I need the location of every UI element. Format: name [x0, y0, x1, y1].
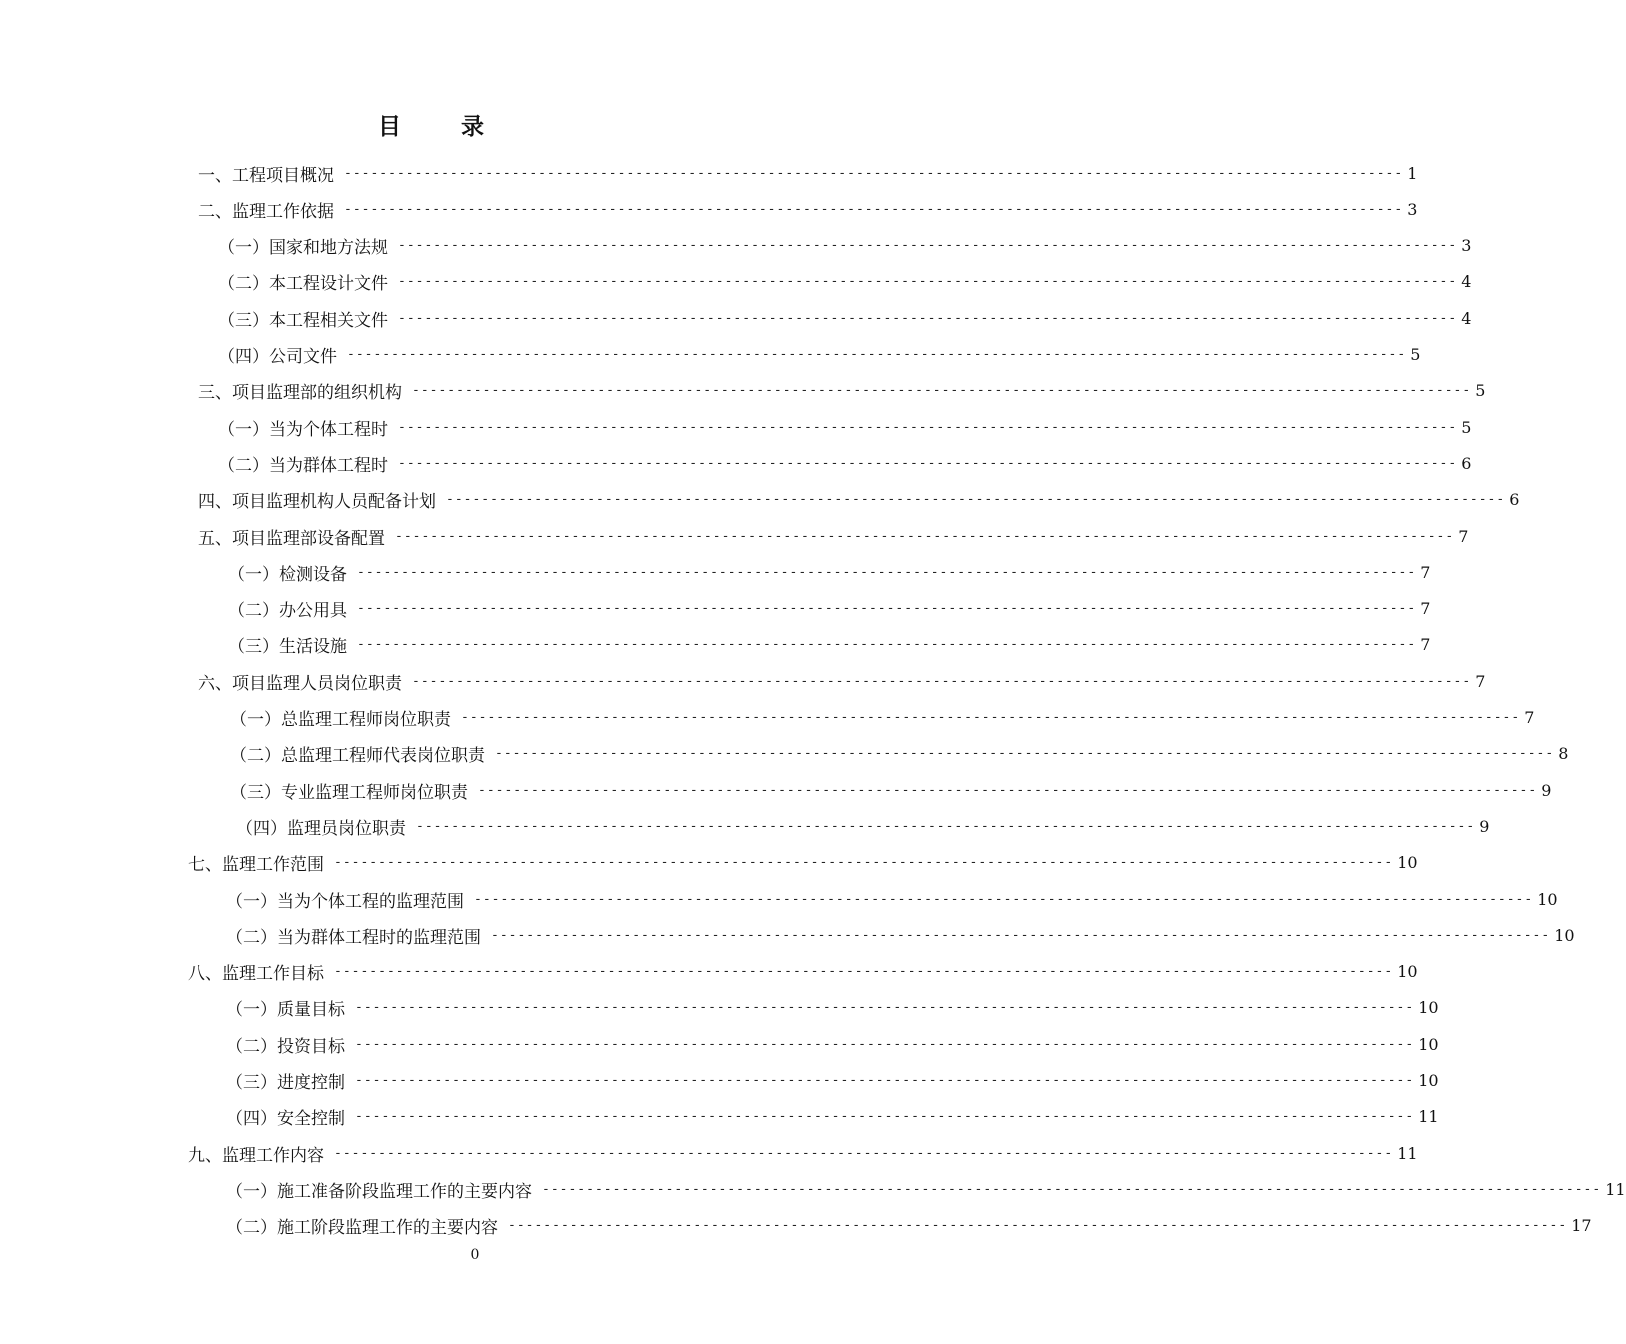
- toc-entry-page: 7: [1524, 708, 1535, 727]
- toc-entry-page: 7: [1420, 562, 1431, 582]
- toc-entry-label: （一）国家和地方法规: [218, 238, 388, 259]
- toc-entry-label: （一）施工准备阶段监理工作的主要内容: [226, 1181, 532, 1202]
- toc-leader-dashes: ------------------------------------------------------------------------------------------------------------------------: [357, 601, 1417, 617]
- toc-entry[interactable]: [218, 265, 1472, 299]
- toc-entry-page: 5: [1461, 417, 1472, 437]
- toc-leader-dashes: ------------------------------------------------------------------------------------------------------------------------: [355, 1036, 1415, 1052]
- toc-entry[interactable]: [188, 1136, 1418, 1170]
- toc-leader-dashes: ------------------------------------------------------------------------------------------------------------------------: [395, 528, 1455, 544]
- toc-entry[interactable]: [226, 1027, 1439, 1061]
- toc-entry[interactable]: [218, 301, 1472, 335]
- toc-entry-label: （一）当为个体工程时: [218, 419, 388, 440]
- toc-leader-dashes: ------------------------------------------------------------------------------------------------------------------------: [412, 383, 1472, 399]
- toc-entry-page: 11: [1605, 1179, 1626, 1199]
- toc-entry[interactable]: [236, 809, 1490, 843]
- toc-entry[interactable]: [198, 374, 1486, 408]
- toc-entry-page: 6: [1509, 490, 1520, 510]
- toc-entry-label: （四）公司文件: [218, 347, 337, 367]
- toc-entry[interactable]: [218, 446, 1472, 480]
- toc-leader-dashes: ------------------------------------------------------------------------------------------------------------------------: [474, 891, 1534, 907]
- toc-entry-label: （一）质量目标: [226, 1000, 345, 1021]
- toc-entry-page: 3: [1461, 236, 1472, 256]
- toc-entry-label: （三）生活设施: [228, 637, 347, 658]
- toc-entry-label: （四）安全控制: [226, 1109, 345, 1130]
- toc-entry-label: （一）检测设备: [228, 564, 347, 585]
- toc-entry-page: 10: [1397, 853, 1418, 873]
- toc-entry-label: （二）总监理工程师代表岗位职责: [230, 746, 485, 767]
- toc-entry-page: 10: [1418, 998, 1439, 1018]
- toc-entry[interactable]: [188, 955, 1418, 989]
- toc-entry-page: 11: [1418, 1107, 1439, 1127]
- toc-entry-label: 六、项目监理人员岗位职责: [198, 673, 402, 694]
- toc-leader-dashes: ------------------------------------------------------------------------------------------------------------------------: [357, 564, 1417, 580]
- toc-leader-dashes: ------------------------------------------------------------------------------------------------------------------------: [542, 1181, 1602, 1197]
- toc-leader-dashes: ------------------------------------------------------------------------------------------------------------------------: [344, 201, 1404, 217]
- toc-entry-page: 8: [1558, 744, 1569, 764]
- toc-leader-dashes: ------------------------------------------------------------------------------------------------------------------------: [398, 455, 1458, 471]
- toc-entry[interactable]: [226, 918, 1575, 952]
- toc-leader-dashes: ------------------------------------------------------------------------------------------------------------------------: [355, 1000, 1415, 1016]
- toc-entry-page: 4: [1461, 308, 1472, 328]
- toc-entry[interactable]: [226, 1100, 1439, 1134]
- toc-entry-label: 八、监理工作目标: [188, 964, 324, 985]
- toc-entry-label: （四）监理员岗位职责: [236, 818, 406, 839]
- toc-entry[interactable]: [226, 1209, 1592, 1243]
- toc-leader-dashes: ------------------------------------------------------------------------------------------------------------------------: [412, 673, 1472, 689]
- toc-entry-page: 7: [1475, 671, 1486, 691]
- toc-leader-dashes: ------------------------------------------------------------------------------------------------------------------------: [398, 238, 1458, 254]
- toc-entry-page: 4: [1461, 272, 1472, 292]
- title-char-1: 目: [378, 114, 403, 140]
- toc-entry-label: 四、项目监理机构人员配备计划: [198, 492, 436, 513]
- toc-entry[interactable]: [218, 229, 1472, 263]
- toc-entry-page: 10: [1418, 1071, 1439, 1090]
- toc-entry[interactable]: [198, 519, 1469, 553]
- toc-entry-label: （二）当为群体工程时的监理范围: [226, 927, 481, 948]
- toc-entry-page: 5: [1410, 345, 1421, 364]
- toc-entry-page: 7: [1420, 599, 1431, 619]
- toc-leader-dashes: ------------------------------------------------------------------------------------------------------------------------: [398, 274, 1458, 290]
- toc-entry-label: （二）施工阶段监理工作的主要内容: [226, 1218, 498, 1239]
- toc-leader-dashes: ------------------------------------------------------------------------------------------------------------------------: [355, 1073, 1415, 1088]
- toc-entry[interactable]: [230, 701, 1535, 735]
- toc-entry-label: 七、监理工作范围: [188, 855, 324, 876]
- toc-entry[interactable]: [198, 156, 1418, 190]
- toc-leader-dashes: ------------------------------------------------------------------------------------------------------------------------: [347, 347, 1407, 362]
- toc-leader-dashes: ------------------------------------------------------------------------------------------------------------------------: [508, 1218, 1568, 1234]
- toc-entry-label: 三、项目监理部的组织机构: [198, 383, 402, 404]
- toc-entry-label: （二）投资目标: [226, 1036, 345, 1057]
- toc-entry[interactable]: [188, 846, 1418, 880]
- toc-entry[interactable]: [226, 1064, 1439, 1098]
- toc-entry-label: （三）本工程相关文件: [218, 310, 388, 331]
- toc-leader-dashes: ------------------------------------------------------------------------------------------------------------------------: [357, 637, 1417, 653]
- toc-entry-label: （二）当为群体工程时: [218, 455, 388, 476]
- toc-entry-page: 6: [1461, 453, 1472, 473]
- toc-entry-page: 17: [1571, 1216, 1592, 1236]
- page-number: 0: [470, 1247, 480, 1263]
- toc-leader-dashes: ------------------------------------------------------------------------------------------------------------------------: [344, 165, 1404, 181]
- toc-entry-page: 11: [1397, 1143, 1418, 1163]
- toc-entry-page: 10: [1397, 962, 1418, 982]
- toc-entry[interactable]: [198, 483, 1520, 517]
- toc-entry[interactable]: [218, 410, 1472, 444]
- toc-entry-page: 9: [1541, 780, 1552, 800]
- toc-entry-page: 3: [1407, 199, 1418, 219]
- toc-leader-dashes: ------------------------------------------------------------------------------------------------------------------------: [491, 927, 1551, 943]
- toc-leader-dashes: ------------------------------------------------------------------------------------------------------------------------: [461, 710, 1521, 725]
- toc-entry[interactable]: [218, 338, 1421, 372]
- toc-leader-dashes: ------------------------------------------------------------------------------------------------------------------------: [495, 746, 1555, 762]
- toc-leader-dashes: ------------------------------------------------------------------------------------------------------------------------: [446, 492, 1506, 508]
- toc-entry-page: 7: [1458, 526, 1469, 546]
- toc-entry[interactable]: [230, 737, 1569, 771]
- page-title: [0, 108, 864, 141]
- toc-entry-label: （一）当为个体工程的监理范围: [226, 891, 464, 912]
- toc-entry[interactable]: [198, 192, 1418, 226]
- toc-entry-label: （二）本工程设计文件: [218, 274, 388, 295]
- toc-entry[interactable]: [228, 592, 1431, 626]
- toc-entry-page: 10: [1537, 889, 1558, 909]
- toc-entry-page: 1: [1407, 163, 1418, 183]
- toc-entry-label: （一）总监理工程师岗位职责: [230, 710, 451, 730]
- toc-entry-page: 10: [1554, 925, 1575, 945]
- toc-leader-dashes: ------------------------------------------------------------------------------------------------------------------------: [398, 419, 1458, 435]
- toc-leader-dashes: ------------------------------------------------------------------------------------------------------------------------: [478, 782, 1538, 798]
- toc-entry[interactable]: [228, 628, 1431, 662]
- title-char-2: 录: [461, 114, 486, 140]
- toc-leader-dashes: ------------------------------------------------------------------------------------------------------------------------: [334, 964, 1394, 980]
- toc-entry[interactable]: [226, 1172, 1626, 1206]
- toc-entry-page: 5: [1475, 381, 1486, 401]
- toc-leader-dashes: ------------------------------------------------------------------------------------------------------------------------: [398, 310, 1458, 326]
- toc-entry-page: 10: [1418, 1034, 1439, 1054]
- toc-entry-page: 7: [1420, 635, 1431, 655]
- toc-entry-label: （三）专业监理工程师岗位职责: [230, 782, 468, 803]
- toc-entry-label: 一、工程项目概况: [198, 165, 334, 186]
- toc-entry-label: 二、监理工作依据: [198, 201, 334, 222]
- toc-entry[interactable]: [230, 773, 1552, 807]
- toc-leader-dashes: ------------------------------------------------------------------------------------------------------------------------: [416, 818, 1476, 834]
- toc-entry-label: （二）办公用具: [228, 601, 347, 622]
- toc-leader-dashes: ------------------------------------------------------------------------------------------------------------------------: [355, 1109, 1415, 1125]
- toc-entry[interactable]: [226, 882, 1558, 916]
- toc-entry-label: 九、监理工作内容: [188, 1145, 324, 1166]
- toc-entry-label: 五、项目监理部设备配置: [198, 528, 385, 549]
- toc-entry[interactable]: [226, 991, 1439, 1025]
- toc-entry-label: （三）进度控制: [226, 1073, 345, 1093]
- table-of-contents: [0, 156, 1626, 1246]
- toc-leader-dashes: ------------------------------------------------------------------------------------------------------------------------: [334, 855, 1394, 871]
- toc-entry-page: 9: [1479, 816, 1490, 836]
- toc-entry[interactable]: [228, 555, 1431, 589]
- toc-entry[interactable]: [198, 664, 1486, 698]
- toc-leader-dashes: ------------------------------------------------------------------------------------------------------------------------: [334, 1145, 1394, 1161]
